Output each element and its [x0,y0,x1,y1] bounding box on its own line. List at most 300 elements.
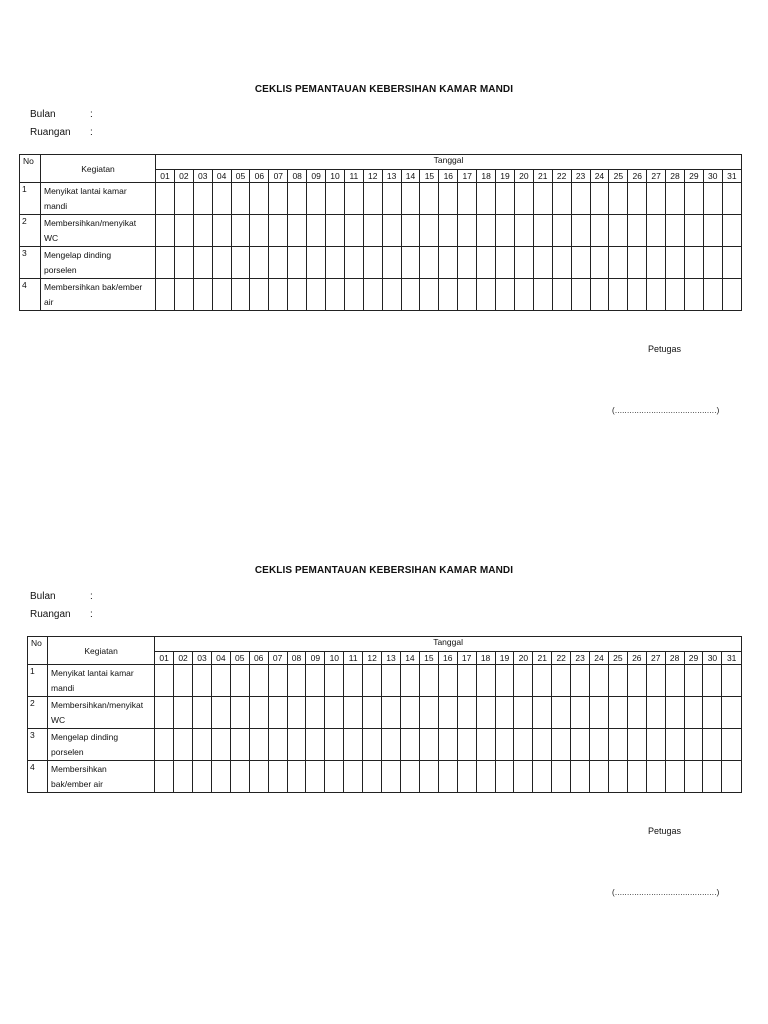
check-cell[interactable] [269,247,288,279]
check-cell[interactable] [666,279,685,311]
check-cell[interactable] [439,247,458,279]
check-cell[interactable] [571,183,590,215]
check-cell[interactable] [325,665,344,697]
check-cell[interactable] [514,215,533,247]
check-cell[interactable] [325,697,344,729]
check-cell[interactable] [646,697,665,729]
check-cell[interactable] [458,215,477,247]
check-cell[interactable] [722,665,742,697]
check-cell[interactable] [212,247,231,279]
check-cell[interactable] [590,697,609,729]
signature-line: (..........................................) [612,888,720,897]
check-cell[interactable] [231,279,250,311]
check-cell[interactable] [684,729,703,761]
check-cell[interactable] [533,729,552,761]
day-header: 29 [684,170,703,183]
check-cell[interactable] [363,665,382,697]
row-number: 4 [20,279,41,311]
check-cell[interactable] [249,729,268,761]
check-cell[interactable] [571,247,590,279]
check-cell[interactable] [438,665,457,697]
check-cell[interactable] [608,729,627,761]
check-cell[interactable] [476,665,495,697]
check-cell[interactable] [533,279,552,311]
check-cell[interactable] [420,247,439,279]
check-cell[interactable] [193,215,212,247]
check-cell[interactable] [193,761,212,793]
check-cell[interactable] [306,729,325,761]
check-cell[interactable] [344,697,363,729]
check-cell[interactable] [249,665,268,697]
check-cell[interactable] [703,183,722,215]
check-cell[interactable] [590,665,609,697]
check-cell[interactable] [647,279,666,311]
check-cell[interactable] [269,279,288,311]
check-cell[interactable] [458,183,477,215]
check-cell[interactable] [514,247,533,279]
check-cell[interactable] [268,665,287,697]
check-cell[interactable] [193,183,212,215]
check-cell[interactable] [609,247,628,279]
check-cell[interactable] [419,729,438,761]
check-cell[interactable] [250,247,269,279]
check-cell[interactable] [514,665,533,697]
day-header: 23 [571,170,590,183]
no-column-header: No [28,637,48,665]
check-cell[interactable] [477,247,496,279]
check-cell[interactable] [230,697,249,729]
check-cell[interactable] [212,183,231,215]
check-cell[interactable] [382,247,401,279]
check-cell[interactable] [250,215,269,247]
check-cell[interactable] [514,697,533,729]
check-cell[interactable] [722,729,742,761]
check-cell[interactable] [703,279,722,311]
check-cell[interactable] [193,665,212,697]
table-row [20,215,742,247]
day-header: 30 [703,170,722,183]
check-cell[interactable] [722,279,741,311]
check-cell[interactable] [477,215,496,247]
check-cell[interactable] [533,665,552,697]
activity-cell [48,697,155,729]
day-header: 27 [647,170,666,183]
check-cell[interactable] [212,279,231,311]
check-cell[interactable] [212,215,231,247]
check-cell[interactable] [193,729,212,761]
check-cell[interactable] [438,697,457,729]
check-cell[interactable] [401,279,420,311]
check-cell[interactable] [552,183,571,215]
row-number: 2 [28,697,48,729]
activity-cell [41,215,156,247]
check-cell[interactable] [307,247,326,279]
check-cell[interactable] [722,697,742,729]
check-cell[interactable] [590,729,609,761]
check-cell[interactable] [155,697,174,729]
day-header: 31 [722,652,742,665]
check-cell[interactable] [363,247,382,279]
check-cell[interactable] [477,279,496,311]
day-header: 14 [400,652,419,665]
check-cell[interactable] [533,697,552,729]
check-cell[interactable] [400,665,419,697]
check-cell[interactable] [496,183,515,215]
check-cell[interactable] [268,761,287,793]
check-cell[interactable] [571,665,590,697]
check-cell[interactable] [571,697,590,729]
check-cell[interactable] [156,183,175,215]
check-cell[interactable] [665,761,684,793]
check-cell[interactable] [268,729,287,761]
check-cell[interactable] [249,697,268,729]
day-header: 21 [533,170,552,183]
check-cell[interactable] [382,729,401,761]
check-cell[interactable] [514,279,533,311]
check-cell[interactable] [382,761,401,793]
day-header: 05 [231,170,250,183]
check-cell[interactable] [420,279,439,311]
check-cell[interactable] [288,183,307,215]
check-cell[interactable] [722,247,741,279]
date-column-header: Tanggal [156,155,742,170]
check-cell[interactable] [326,247,345,279]
check-cell[interactable] [401,247,420,279]
check-cell[interactable] [174,729,193,761]
check-cell[interactable] [363,183,382,215]
check-cell[interactable] [495,761,514,793]
check-cell[interactable] [288,279,307,311]
check-cell[interactable] [457,697,476,729]
day-header: 21 [533,652,552,665]
row-number: 3 [20,247,41,279]
check-cell[interactable] [419,761,438,793]
check-cell[interactable] [628,279,647,311]
check-cell[interactable] [590,761,609,793]
check-cell[interactable] [155,729,174,761]
check-cell[interactable] [344,279,363,311]
check-cell[interactable] [646,729,665,761]
check-cell[interactable] [326,215,345,247]
day-header: 11 [344,652,363,665]
check-cell[interactable] [627,697,646,729]
check-cell[interactable] [646,665,665,697]
check-cell[interactable] [193,697,212,729]
check-cell[interactable] [401,183,420,215]
check-cell[interactable] [288,215,307,247]
check-cell[interactable] [400,697,419,729]
check-cell[interactable] [496,279,515,311]
check-cell[interactable] [496,215,515,247]
check-cell[interactable] [703,761,722,793]
check-cell[interactable] [666,183,685,215]
check-cell[interactable] [552,247,571,279]
check-cell[interactable] [307,279,326,311]
table-row [28,665,742,697]
no-column-header: No [20,155,41,183]
check-cell[interactable] [382,697,401,729]
check-cell[interactable] [230,729,249,761]
check-cell[interactable] [249,761,268,793]
check-cell[interactable] [703,665,722,697]
check-cell[interactable] [495,729,514,761]
check-cell[interactable] [230,665,249,697]
check-cell[interactable] [514,183,533,215]
check-cell[interactable] [344,761,363,793]
check-cell[interactable] [211,697,230,729]
check-cell[interactable] [684,183,703,215]
check-cell[interactable] [344,729,363,761]
day-header: 19 [495,652,514,665]
check-cell[interactable] [552,279,571,311]
day-header: 20 [514,652,533,665]
check-cell[interactable] [231,215,250,247]
check-cell[interactable] [211,761,230,793]
table-row [20,247,742,279]
check-cell[interactable] [193,247,212,279]
check-cell[interactable] [533,761,552,793]
check-cell[interactable] [647,183,666,215]
check-cell[interactable] [496,247,515,279]
room-label: Ruangan [30,127,71,138]
check-cell[interactable] [628,247,647,279]
check-cell[interactable] [684,761,703,793]
check-cell[interactable] [476,697,495,729]
check-cell[interactable] [571,729,590,761]
activity-text-line: air [44,297,54,307]
check-cell[interactable] [363,729,382,761]
check-cell[interactable] [231,247,250,279]
check-cell[interactable] [174,761,193,793]
check-cell[interactable] [306,761,325,793]
check-cell[interactable] [419,665,438,697]
day-header: 17 [458,170,477,183]
check-cell[interactable] [458,279,477,311]
day-header: 15 [419,652,438,665]
check-cell[interactable] [627,761,646,793]
check-cell[interactable] [230,761,249,793]
activity-text-line: bak/ember air [51,779,103,789]
check-cell[interactable] [495,665,514,697]
signature-line: (..........................................) [612,406,720,415]
check-cell[interactable] [400,729,419,761]
check-cell[interactable] [438,729,457,761]
check-cell[interactable] [609,183,628,215]
activity-text-line: Membersihkan [51,764,107,774]
check-cell[interactable] [647,215,666,247]
table-row [28,761,742,793]
day-header: 16 [439,170,458,183]
check-cell[interactable] [552,215,571,247]
check-cell[interactable] [665,665,684,697]
check-cell[interactable] [590,247,609,279]
check-cell[interactable] [287,697,306,729]
check-cell[interactable] [590,279,609,311]
check-cell[interactable] [684,665,703,697]
check-cell[interactable] [174,279,193,311]
room-colon: : [90,609,93,620]
check-cell[interactable] [250,183,269,215]
check-cell[interactable] [268,697,287,729]
activity-cell [41,279,156,311]
check-cell[interactable] [703,697,722,729]
check-cell[interactable] [609,215,628,247]
check-cell[interactable] [552,729,571,761]
check-cell[interactable] [552,697,571,729]
check-cell[interactable] [287,761,306,793]
check-cell[interactable] [174,183,193,215]
check-cell[interactable] [326,183,345,215]
activity-cell [41,247,156,279]
check-cell[interactable] [382,665,401,697]
check-cell[interactable] [646,761,665,793]
check-cell[interactable] [420,183,439,215]
check-cell[interactable] [363,215,382,247]
check-cell[interactable] [156,215,175,247]
check-cell[interactable] [684,279,703,311]
check-cell[interactable] [307,215,326,247]
check-cell[interactable] [684,215,703,247]
check-cell[interactable] [344,665,363,697]
check-cell[interactable] [476,729,495,761]
table-row [28,697,742,729]
day-header: 08 [287,652,306,665]
check-cell[interactable] [458,247,477,279]
check-cell[interactable] [269,183,288,215]
check-cell[interactable] [400,761,419,793]
check-cell[interactable] [703,729,722,761]
check-cell[interactable] [457,761,476,793]
check-cell[interactable] [514,761,533,793]
check-cell[interactable] [533,247,552,279]
check-cell[interactable] [722,215,741,247]
check-cell[interactable] [627,665,646,697]
check-cell[interactable] [608,761,627,793]
check-cell[interactable] [326,279,345,311]
month-label: Bulan [30,591,56,602]
check-cell[interactable] [156,247,175,279]
check-cell[interactable] [211,665,230,697]
check-cell[interactable] [419,697,438,729]
check-cell[interactable] [666,247,685,279]
check-cell[interactable] [363,761,382,793]
check-cell[interactable] [665,729,684,761]
check-cell[interactable] [269,215,288,247]
check-cell[interactable] [306,697,325,729]
check-cell[interactable] [571,215,590,247]
check-cell[interactable] [382,183,401,215]
check-cell[interactable] [590,215,609,247]
check-cell[interactable] [193,279,212,311]
check-cell[interactable] [325,761,344,793]
check-cell[interactable] [476,761,495,793]
checklist-table [19,154,742,311]
check-cell[interactable] [287,729,306,761]
check-cell[interactable] [155,665,174,697]
check-cell[interactable] [250,279,269,311]
day-header: 25 [609,170,628,183]
check-cell[interactable] [211,729,230,761]
day-header: 28 [665,652,684,665]
check-cell[interactable] [155,761,174,793]
day-header: 18 [477,170,496,183]
day-header: 22 [552,170,571,183]
check-cell[interactable] [703,247,722,279]
month-field [30,591,93,602]
day-header: 19 [496,170,515,183]
check-cell[interactable] [627,729,646,761]
check-cell[interactable] [174,215,193,247]
check-cell[interactable] [608,665,627,697]
check-cell[interactable] [703,215,722,247]
check-cell[interactable] [571,761,590,793]
check-cell[interactable] [477,183,496,215]
check-cell[interactable] [401,215,420,247]
check-cell[interactable] [344,247,363,279]
check-cell[interactable] [382,215,401,247]
check-cell[interactable] [608,697,627,729]
check-cell[interactable] [439,215,458,247]
check-cell[interactable] [495,697,514,729]
check-cell[interactable] [287,665,306,697]
check-cell[interactable] [457,665,476,697]
check-cell[interactable] [552,665,571,697]
check-cell[interactable] [684,697,703,729]
check-cell[interactable] [628,183,647,215]
day-header: 10 [326,170,345,183]
check-cell[interactable] [174,247,193,279]
check-cell[interactable] [306,665,325,697]
check-cell[interactable] [439,183,458,215]
check-cell[interactable] [514,729,533,761]
check-cell[interactable] [666,215,685,247]
check-cell[interactable] [420,215,439,247]
check-cell[interactable] [363,697,382,729]
check-cell[interactable] [628,215,647,247]
check-cell[interactable] [363,279,382,311]
check-cell[interactable] [344,183,363,215]
check-cell[interactable] [174,665,193,697]
check-cell[interactable] [665,697,684,729]
check-cell[interactable] [533,183,552,215]
check-cell[interactable] [325,729,344,761]
room-label: Ruangan [30,609,71,620]
check-cell[interactable] [288,247,307,279]
day-header: 25 [608,652,627,665]
check-cell[interactable] [438,761,457,793]
check-cell[interactable] [590,183,609,215]
check-cell[interactable] [571,279,590,311]
check-cell[interactable] [722,183,741,215]
day-header: 18 [476,652,495,665]
check-cell[interactable] [722,761,742,793]
check-cell[interactable] [231,183,250,215]
check-cell[interactable] [684,247,703,279]
check-cell[interactable] [344,215,363,247]
check-cell[interactable] [609,279,628,311]
check-cell[interactable] [647,247,666,279]
check-cell[interactable] [382,279,401,311]
check-cell[interactable] [307,183,326,215]
check-cell[interactable] [533,215,552,247]
check-cell[interactable] [552,761,571,793]
check-cell[interactable] [174,697,193,729]
form-title: CEKLIS PEMANTAUAN KEBERSIHAN KAMAR MANDI [254,565,514,576]
check-cell[interactable] [457,729,476,761]
check-cell[interactable] [156,279,175,311]
check-cell[interactable] [439,279,458,311]
activity-cell [48,761,155,793]
